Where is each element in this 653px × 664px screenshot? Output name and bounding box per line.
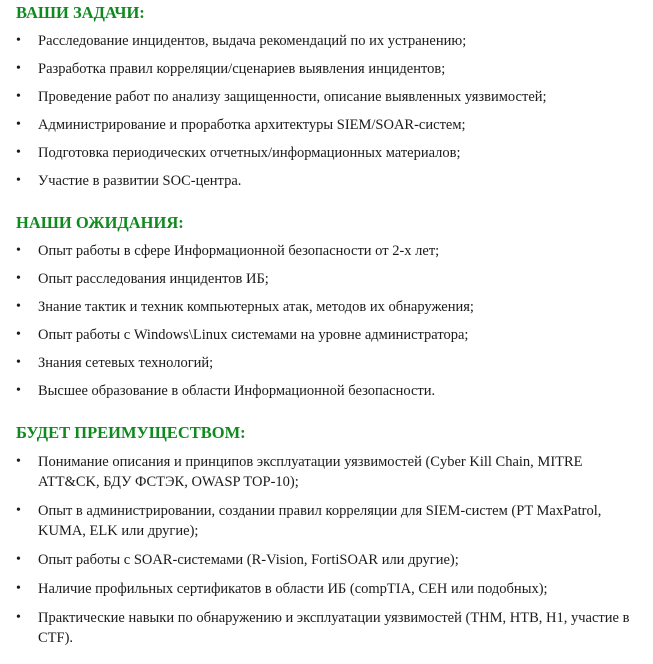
bullet-icon: • [16, 581, 21, 596]
bullet-icon: • [16, 552, 21, 567]
section-tasks [16, 3, 635, 191]
list-item-text: Наличие профильных сертификатов в области ИБ (compTIA, CEH или подобных); [38, 581, 548, 597]
list-item [16, 297, 635, 317]
bullet-icon: • [16, 271, 21, 286]
bullet-icon: • [16, 355, 21, 370]
list-item [16, 59, 635, 79]
list-item-text: Высшее образование в области Информационной безопасности. [38, 383, 436, 399]
list-item-text: Знание тактик и техник компьютерных атак, методов их обнаружения; [38, 299, 474, 315]
section-title: ВАШИ ЗАДАЧИ: [16, 3, 145, 22]
list-item-text: Опыт работы с SOAR-системами (R-Vision, FortiSOAR или другие); [38, 552, 459, 568]
list-item-text: Расследование инцидентов, выдача рекомендаций по их устранению; [38, 33, 467, 49]
list-item [16, 171, 635, 191]
list-item-text: Опыт работы в сфере Информационной безопасности от 2-х лет; [38, 243, 440, 259]
list-item-text: Понимание описания и принципов эксплуатации уязвимостей (Cyber Kill Chain, MITRE ATT&CK, БДУ ФСТЭК, OWASP TOP-10); [38, 454, 583, 490]
list-item-text: Практические навыки по обнаружению и эксплуатации уязвимостей (THM, HTB, H1, участие в CTF). [38, 610, 630, 646]
list-item-text: Подготовка периодических отчетных/информационных материалов; [38, 145, 461, 161]
list-item-text: Опыт расследования инцидентов ИБ; [38, 271, 269, 287]
list-item [16, 452, 635, 492]
bullet-icon: • [16, 145, 21, 160]
list-item-text: Администрирование и проработка архитектуры SIEM/SOAR-систем; [38, 117, 466, 133]
list-item [16, 143, 635, 163]
list-item [16, 381, 635, 401]
section-title: БУДЕТ ПРЕИМУЩЕСТВОМ: [16, 423, 246, 442]
bullet-icon: • [16, 33, 21, 48]
section-title: НАШИ ОЖИДАНИЯ: [16, 213, 184, 232]
section-advantages [16, 423, 635, 648]
list-item [16, 269, 635, 289]
list-item-text: Разработка правил корреляции/сценариев выявления инцидентов; [38, 61, 446, 77]
bullet-icon: • [16, 610, 21, 625]
bullet-icon: • [16, 383, 21, 398]
list-item-text: Проведение работ по анализу защищенности, описание выявленных уязвимостей; [38, 89, 547, 105]
list-item [16, 87, 635, 107]
list-item-text: Опыт работы с Windows\Linux системами на уровне администратора; [38, 327, 469, 343]
bullet-icon: • [16, 89, 21, 104]
bullet-icon: • [16, 61, 21, 76]
list-item-text: Опыт в администрировании, создании правил корреляции для SIEM-систем (PT MaxPatrol, KUMA, ELK или другие); [38, 503, 602, 539]
list-item [16, 353, 635, 373]
bullet-icon: • [16, 503, 21, 518]
list-item-text: Знания сетевых технологий; [38, 355, 214, 371]
bullet-icon: • [16, 243, 21, 258]
bullet-icon: • [16, 117, 21, 132]
bullet-icon: • [16, 299, 21, 314]
list-item [16, 501, 635, 541]
list-item [16, 608, 635, 648]
bullet-list [16, 241, 635, 401]
list-item [16, 115, 635, 135]
bullet-list [16, 31, 635, 191]
list-item-text: Участие в развитии SOC-центра. [38, 173, 242, 189]
list-item [16, 31, 635, 51]
section-expectations [16, 213, 635, 401]
bullet-icon: • [16, 454, 21, 469]
bullet-icon: • [16, 327, 21, 342]
list-item [16, 579, 635, 599]
bullet-list [16, 452, 635, 648]
list-item [16, 550, 635, 570]
list-item [16, 325, 635, 345]
bullet-icon: • [16, 173, 21, 188]
list-item [16, 241, 635, 261]
